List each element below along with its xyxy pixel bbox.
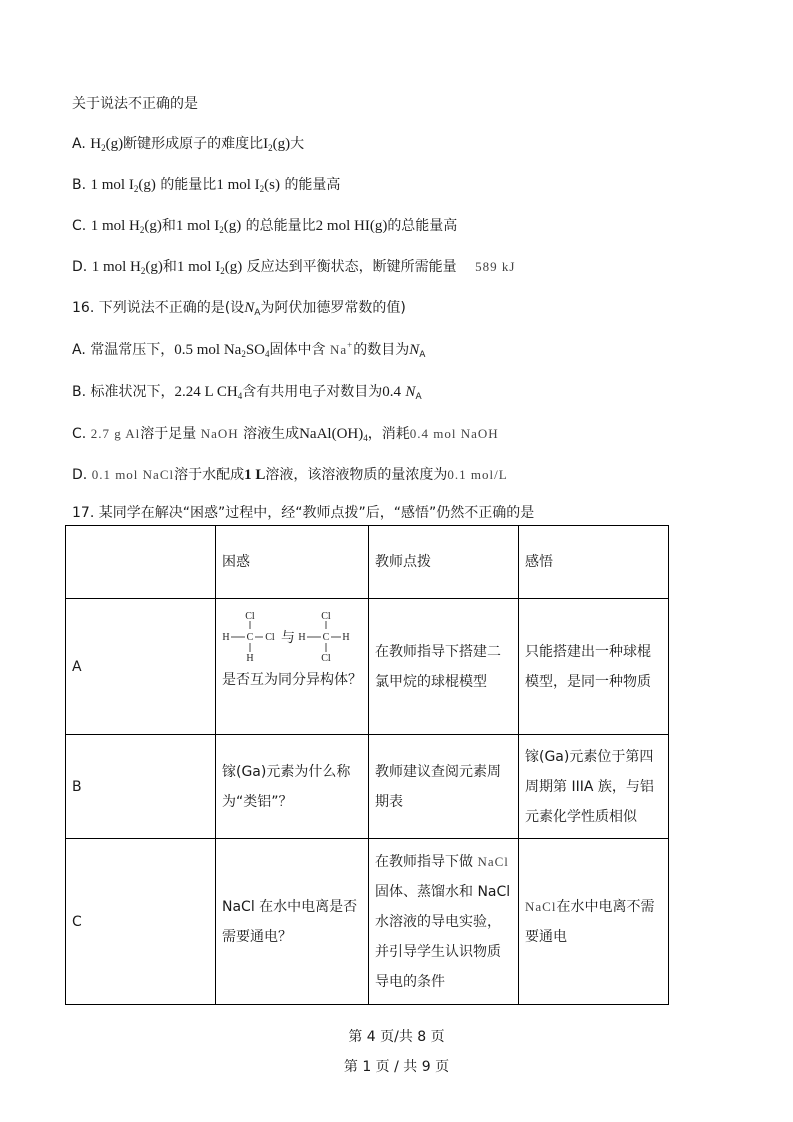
q15-option-b[interactable]: B. 1 mol $I_2(g)$ 的能量比1 mol $I_2(s)$ 的能量高 — [72, 177, 341, 194]
insight-cell: 镓(Ga)元素位于第四周期第 IIIA 族，与铝元素化学性质相似 — [519, 735, 669, 839]
header-cell: 教师点拨 — [369, 526, 519, 599]
svg-text:H: H — [342, 632, 350, 643]
confusion-cell — [216, 599, 369, 735]
q15-option-a[interactable]: A. $H_2(g)$断键形成原子的难度比$I_2(g)$大 — [72, 136, 305, 153]
row-label: B — [66, 735, 216, 839]
header-cell — [66, 526, 216, 599]
dichloromethane-structures — [222, 609, 362, 665]
svg-text:H: H — [222, 632, 230, 643]
q17-table — [65, 525, 669, 1005]
row-label: C — [66, 839, 216, 1005]
svg-text:Cl: Cl — [321, 653, 331, 664]
q15-option-d[interactable]: D. 1 mol $H_2(g)$和1 mol $I_2(g)$ 反应达到平衡状态，断键所需能量 589 kJ — [72, 259, 516, 276]
insight-cell: NaCl在水中电离不需要通电 — [519, 839, 669, 1005]
header-cell: 困惑 — [216, 526, 369, 599]
svg-text:C: C — [246, 632, 254, 643]
svg-text:Cl: Cl — [245, 611, 255, 622]
svg-text:H: H — [246, 653, 254, 664]
confusion-cell: NaCl 在水中电离是否需要通电？ — [216, 839, 369, 1005]
row-label: A — [66, 599, 216, 735]
q15-option-c[interactable]: C. 1 mol $H_2(g)$和1 mol $I_2(g)$ 的总能量比2 mol HI(g)的总能量高 — [72, 218, 458, 235]
svg-text:C: C — [322, 632, 330, 643]
guide-cell: 教师建议查阅元素周期表 — [369, 735, 519, 839]
svg-text:与: 与 — [281, 630, 295, 646]
guide-cell: 在教师指导下做 NaCl固体、蒸馏水和 NaCl 水溶液的导电实验，并引导学生认识物质导电的条件 — [369, 839, 519, 1005]
table-header-row — [66, 526, 669, 599]
q16-option-d[interactable]: D. 0.1 mol NaCl溶于水配成1 L溶液，该溶液物质的量浓度为0.1 mol/L — [72, 467, 508, 483]
table-row[interactable] — [66, 599, 669, 735]
confusion-cell: 镓(Ga)元素为什么称为“类铝”？ — [216, 735, 369, 839]
q16-option-a[interactable]: A. 常温常压下，0.5 mol $Na_2SO_4$固体中含 Na+的数目为$N_A$ — [72, 340, 426, 360]
q16-option-c[interactable]: C. 2.7 g Al溶于足量 NaOH 溶液生成$NaAl(OH)_4$，消耗0.4 mol NaOH — [72, 426, 499, 443]
page-number-outer: 第 1 页 / 共 9 页 — [343, 1059, 450, 1075]
confusion-text: 是否互为同分异构体？ — [222, 672, 362, 688]
table-row[interactable] — [66, 735, 669, 839]
svg-text:H: H — [298, 632, 306, 643]
header-cell: 感悟 — [519, 526, 669, 599]
insight-cell: 只能搭建出一种球棍模型，是同一种物质 — [519, 599, 669, 735]
svg-text:Cl: Cl — [265, 632, 275, 643]
q17-stem: 17. 某同学在解决“困惑”过程中，经“教师点拨”后，“感悟”仍然不正确的是 — [72, 505, 535, 521]
guide-cell: 在教师指导下搭建二氯甲烷的球棍模型 — [369, 599, 519, 735]
q16-option-b[interactable]: B. 标准状况下，2.24 L $CH_4$含有共用电子对数目为0.4 $N_A$ — [72, 384, 422, 402]
svg-text:Cl: Cl — [321, 611, 331, 622]
q16-stem: 16. 下列说法不正确的是(设$N_A$为阿伏加德罗常数的值) — [72, 300, 406, 318]
table-row[interactable] — [66, 839, 669, 1005]
molecule-diagram — [222, 609, 362, 665]
q15-stem: 关于说法不正确的是 — [72, 96, 198, 112]
page-number-inner: 第 4 页/共 8 页 — [348, 1029, 445, 1045]
